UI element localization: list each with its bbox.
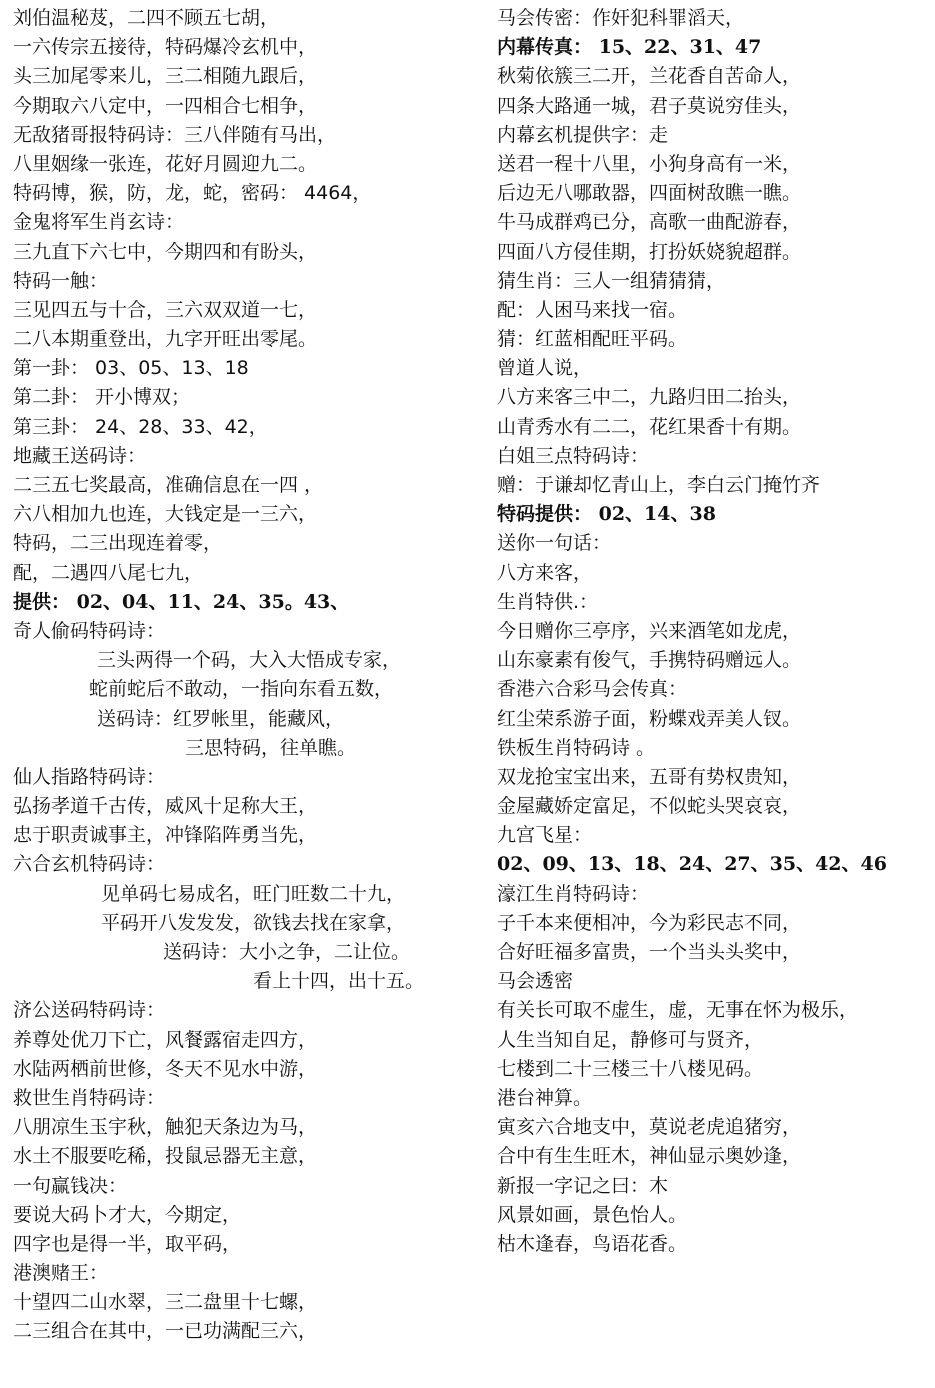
text-line: 第三卦： 24、28、33、42，: [13, 415, 268, 438]
text-line: 二三组合在其中，一已功满配三六，: [13, 1320, 318, 1343]
text-line: 合好旺福多富贵，一个当头头奖中，: [497, 941, 802, 963]
text-line: 送码诗：红罗帐里，能藏风，: [97, 707, 345, 730]
text-line: 九宫飞星：: [497, 824, 593, 847]
text-line: 刘伯温秘芨，二四不顾五七胡，: [13, 7, 280, 29]
text-line: 八里姻缘一张连，花好月圆迎九二。: [13, 152, 318, 175]
text-line: 忠于职责诚事主，冲锋陷阵勇当先，: [13, 824, 318, 847]
text-line: 马会透密: [497, 970, 574, 993]
text-line: 人生当知自足，静修可与贤齐，: [497, 1028, 764, 1051]
text-line: 六合玄机特码诗：: [13, 853, 166, 876]
right-text-column: [497, 4, 927, 1259]
text-line: 濠江生肖特码诗：: [497, 882, 650, 905]
text-line: 地藏王送码诗：: [13, 444, 147, 467]
text-line: 第二卦： 开小博双；: [13, 386, 191, 409]
text-line: 赠：于谦却忆青山上，李白云门掩竹齐: [497, 474, 821, 496]
text-line: 送君一程十八里，小狗身高有一米，: [497, 152, 802, 175]
text-line: 第一卦： 03、05、13、18: [13, 357, 249, 380]
text-line: 奇人偷码特码诗：: [13, 619, 166, 642]
text-line: 特码，二三出现连着零，: [13, 532, 223, 555]
text-line: 内幕玄机提供字：走: [497, 123, 669, 146]
text-line: 白姐三点特码诗：: [497, 444, 650, 467]
text-line: 二三五七奖最高，准确信息在一四 ，: [13, 474, 324, 496]
text-line: 特码提供： 02、14、38: [497, 503, 716, 526]
text-line: 香港六合彩马会传真：: [497, 678, 688, 701]
text-line: 港澳赌王：: [13, 1262, 109, 1285]
text-line: 合中有生生旺木，神仙显示奥妙逢，: [497, 1145, 802, 1168]
text-line: 三思特码，往单瞧。: [185, 736, 357, 759]
text-line: 秋菊依簇三二开，兰花香自苦命人，: [497, 65, 802, 88]
text-line: 山青秀水有二二，花红果香十有期。: [497, 415, 802, 438]
text-line: 弘扬孝道千古传，威风十足称大王，: [13, 795, 318, 818]
text-line: 生肖特供.：: [497, 590, 599, 613]
text-line: 新报一字记之曰：木: [497, 1174, 669, 1197]
text-line: 港台神算。: [497, 1086, 593, 1109]
text-line: 四条大路通一城，君子莫说穷佳头，: [497, 94, 802, 117]
text-line: 红尘荣系游子面，粉蝶戏弄美人钗。: [497, 707, 802, 730]
text-line: 配：人困马来找一宿。: [497, 298, 688, 321]
text-line: 送你一句话：: [497, 532, 612, 555]
text-line: 金鬼将军生肖玄诗：: [13, 211, 185, 234]
text-line: 六八相加九也连，大钱定是一三六，: [13, 503, 318, 526]
text-line: 三头两得一个码，大入大悟成专家，: [97, 649, 402, 672]
text-line: 四字也是得一半，取平码，: [13, 1232, 242, 1255]
text-line: 八方来客，: [497, 561, 593, 584]
text-line: 今期取六八定中，一四相合七相争，: [13, 94, 318, 117]
text-line: 七楼到二十三楼三十八楼见码。: [497, 1057, 764, 1080]
text-line: 十望四二山水翠，三二盘里十七螺，: [13, 1291, 318, 1314]
text-line: 一句赢钱决：: [13, 1174, 128, 1197]
text-line: 水陆两栖前世修，冬天不见水中游，: [13, 1057, 318, 1080]
text-line: 铁板生肖特码诗 。: [497, 736, 656, 759]
text-line: 马会传密：作奸犯科罪滔天，: [497, 7, 745, 29]
text-line: 山东豪素有俊气，手携特码赠远人。: [497, 649, 802, 672]
text-line: 一六传宗五接待，特码爆冷玄机中，: [13, 36, 318, 59]
text-line: 寅亥六合地支中，莫说老虎追猪穷，: [497, 1116, 802, 1139]
text-line: 特码博，猴，防，龙，蛇，密码： 4464，: [13, 182, 372, 205]
text-line: 枯木逢春，鸟语花香。: [497, 1232, 688, 1255]
text-line: 头三加尾零来儿，三二相随九跟后，: [13, 65, 318, 88]
text-line: 猜：红蓝相配旺平码。: [497, 328, 688, 351]
text-line: 四面八方侵佳期，打扮妖娆貌超群。: [497, 240, 802, 263]
text-line: 送码诗：大小之争，二让位。: [163, 941, 411, 963]
text-line: 风景如画，景色怡人。: [497, 1203, 688, 1226]
text-line: 双龙抢宝宝出来，五哥有势权贵知，: [497, 765, 802, 788]
text-line: 蛇前蛇后不敢动，一指向东看五数，: [89, 678, 394, 701]
text-line: 见单码七易成名，旺门旺数二十九，: [101, 882, 406, 905]
text-line: 二八本期重登出，九字开旺出零尾。: [13, 328, 318, 351]
text-line: 养尊处优刀下亡，风餐露宿走四方，: [13, 1028, 318, 1051]
text-line: 曾道人说，: [497, 357, 593, 380]
text-line: 猜生肖：三人一组猜猜猜，: [497, 269, 726, 292]
text-line: 后边无八哪敢器，四面树敌瞧一瞧。: [497, 182, 802, 205]
text-line: 提供： 02、04、11、24、35。43、: [13, 590, 350, 613]
text-line: 三九直下六七中，今期四和有盼头，: [13, 240, 318, 263]
text-line: 子千本来便相冲，今为彩民志不同，: [497, 911, 802, 934]
text-line: 要说大码卜才大，今期定，: [13, 1203, 242, 1226]
text-line: 特码一触：: [13, 269, 109, 292]
text-line: 02、09、13、18、24、27、35、42、46: [497, 853, 887, 876]
text-line: 三见四五与十合，三六双双道一七，: [13, 298, 318, 321]
text-line: 济公送码特码诗：: [13, 999, 166, 1022]
text-line: 八方来客三中二，九路归田二抬头，: [497, 386, 802, 409]
text-line: 今日赠你三亭序，兴来酒笔如龙虎，: [497, 619, 802, 642]
text-line: 看上十四，出十五。: [253, 970, 425, 993]
left-text-column: [13, 4, 483, 1347]
text-line: 配，二遇四八尾七九，: [13, 561, 204, 584]
text-line: 仙人指路特码诗：: [13, 765, 166, 788]
text-line: 八朋凉生玉宇秋，触犯天条边为马，: [13, 1116, 318, 1139]
text-line: 无敌猪哥报特码诗：三八伴随有马出，: [13, 123, 337, 146]
text-line: 平码开八发发发，欲钱去找在家拿，: [101, 911, 406, 934]
text-line: 有关长可取不虚生，虚，无事在怀为极乐，: [497, 999, 859, 1022]
text-line: 救世生肖特码诗：: [13, 1086, 166, 1109]
text-line: 水土不服要吃稀，投鼠忌器无主意，: [13, 1145, 318, 1168]
text-line: 内幕传真： 15、22、31、47: [497, 36, 762, 59]
text-line: 牛马成群鸡已分，高歌一曲配游春，: [497, 211, 802, 234]
text-line: 金屋藏娇定富足，不似蛇头哭哀哀，: [497, 795, 802, 818]
